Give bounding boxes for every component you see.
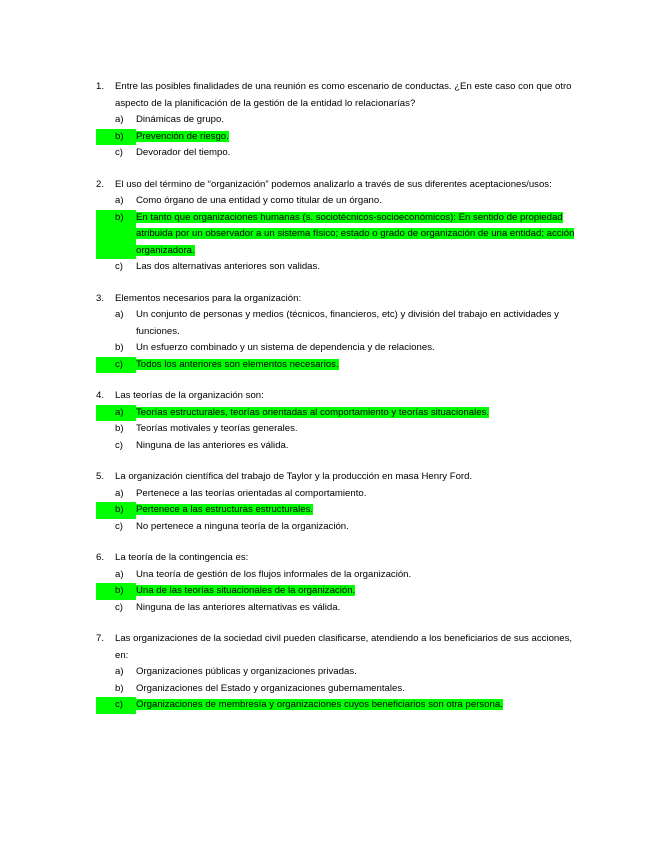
- question-item: [96, 291, 586, 374]
- option-text: Las dos alternativas anteriores son validas.: [136, 261, 320, 272]
- question-list: [96, 79, 586, 729]
- question-item: [96, 631, 586, 714]
- option-a: [96, 112, 586, 129]
- option-list: [96, 112, 586, 162]
- question-item: [96, 79, 586, 162]
- option-a-correct: [96, 405, 586, 422]
- option-letter: a): [115, 487, 124, 499]
- option-letter: c): [115, 520, 123, 532]
- option-a: [96, 664, 586, 681]
- option-text: Teorías motivales y teorías generales.: [136, 423, 298, 434]
- option-b-correct: [96, 129, 586, 146]
- option-list: [96, 486, 586, 536]
- option-letter: a): [115, 309, 124, 320]
- option-a: [96, 193, 586, 210]
- option-text-highlighted: Todos los anteriores son elementos necesarios.: [136, 358, 339, 370]
- option-text: No pertenece a ninguna teoría de la organización.: [136, 520, 349, 532]
- option-a: [96, 567, 586, 584]
- question-item: [96, 469, 586, 535]
- question-text: La organización científica del trabajo de Taylor y la producción en masa Henry Ford.: [115, 471, 473, 482]
- question-number: 2.: [96, 178, 105, 190]
- question-item: [96, 177, 586, 276]
- option-list: [96, 567, 586, 617]
- option-letter: b): [115, 423, 124, 434]
- option-text: Devorador del tiempo.: [136, 147, 231, 158]
- option-letter: a): [115, 114, 124, 125]
- option-letter: b): [96, 502, 136, 519]
- option-text-highlighted: Teorías estructurales, teorías orientadas al comportamiento y teorías situacionales.: [136, 406, 490, 418]
- option-letter: c): [115, 261, 123, 272]
- question-item: [96, 550, 586, 616]
- option-letter: a): [96, 405, 136, 422]
- option-c: [96, 438, 586, 455]
- question-text: Entre las posibles finalidades de una reunión es como escenario de conductas. ¿En este caso con que otro aspecto de la planificación de la gestión de la entidad lo relacionarías?: [115, 81, 572, 109]
- option-text: Como órgano de una entidad y como titular de un órgano.: [136, 195, 382, 206]
- option-c: [96, 519, 586, 536]
- option-text: Ninguna de las anteriores alternativas es válida.: [136, 601, 341, 613]
- option-text-highlighted: En tanto que organizaciones humanas (s. sociotécnicos-socioeconómicos): En sentido de propiedad atribuida por un observador a un sistema físico; estado o grado de organización de una entidad; acción organizadora.: [136, 211, 575, 256]
- option-list: [96, 307, 586, 373]
- option-text: Dinámicas de grupo.: [136, 114, 224, 125]
- option-text: Un conjunto de personas y medios (técnicos, financieros, etc) y división del trabajo en actividades y funciones.: [136, 309, 559, 337]
- option-c: [96, 600, 586, 617]
- option-text: Organizaciones del Estado y organizaciones gubernamentales.: [136, 682, 405, 694]
- option-text-highlighted: Pertenece a las estructuras estructurales.: [136, 504, 314, 515]
- option-letter: c): [115, 147, 123, 158]
- question-text: Las teorías de la organización son:: [115, 390, 264, 401]
- option-b: [96, 421, 586, 438]
- question-number: 3.: [96, 292, 105, 304]
- question-text: La teoría de la contingencia es:: [115, 552, 249, 563]
- question-number: 6.: [96, 552, 105, 563]
- option-c-correct: [96, 697, 586, 714]
- option-b-correct: [96, 502, 586, 519]
- option-text: Una teoría de gestión de los flujos informales de la organización.: [136, 568, 412, 580]
- option-letter: a): [115, 568, 124, 580]
- option-list: [96, 664, 586, 714]
- option-list: [96, 405, 586, 455]
- question-number: 4.: [96, 390, 105, 401]
- option-letter: b): [96, 210, 136, 260]
- option-b: [96, 681, 586, 698]
- question-text: Elementos necesarios para la organización:: [115, 292, 302, 304]
- question-number: 1.: [96, 81, 105, 92]
- option-text-highlighted: Prevención de riesgo.: [136, 130, 229, 142]
- option-b-correct: [96, 210, 586, 260]
- option-a: [96, 486, 586, 503]
- option-text: Un esfuerzo combinado y un sistema de dependencia y de relaciones.: [136, 342, 435, 353]
- option-text: Organizaciones públicas y organizaciones privadas.: [136, 666, 357, 677]
- option-letter: c): [96, 357, 136, 374]
- option-c: [96, 145, 586, 162]
- option-letter: a): [115, 666, 124, 677]
- option-text: Ninguna de las anteriores es válida.: [136, 439, 289, 451]
- option-letter: b): [96, 583, 136, 600]
- option-letter: b): [115, 682, 124, 694]
- question-text: Las organizaciones de la sociedad civil pueden clasificarse, atendiendo a los beneficiarios de sus acciones, en:: [115, 633, 573, 661]
- option-letter: c): [115, 439, 123, 451]
- option-letter: c): [96, 697, 136, 714]
- question-number: 5.: [96, 471, 105, 482]
- option-c: [96, 259, 586, 276]
- option-text-highlighted: Organizaciones de membresía y organizaciones cuyos beneficiarios son otra persona.: [136, 699, 503, 710]
- option-letter: b): [96, 129, 136, 146]
- option-text-highlighted: Una de las teorías situacionales de la organización.: [136, 585, 356, 596]
- question-number: 7.: [96, 633, 105, 644]
- option-a: [96, 307, 586, 340]
- option-letter: a): [115, 195, 124, 206]
- option-letter: b): [115, 342, 124, 353]
- option-list: [96, 193, 586, 276]
- question-item: [96, 388, 586, 454]
- option-b-correct: [96, 583, 586, 600]
- option-b: [96, 340, 586, 357]
- option-letter: c): [115, 601, 123, 613]
- option-c-correct: [96, 357, 586, 374]
- option-text: Pertenece a las teorías orientadas al comportamiento.: [136, 487, 367, 499]
- question-text: El uso del término de “organización” podemos analizarlo a través de sus diferentes aceptaciones/usos:: [115, 178, 552, 190]
